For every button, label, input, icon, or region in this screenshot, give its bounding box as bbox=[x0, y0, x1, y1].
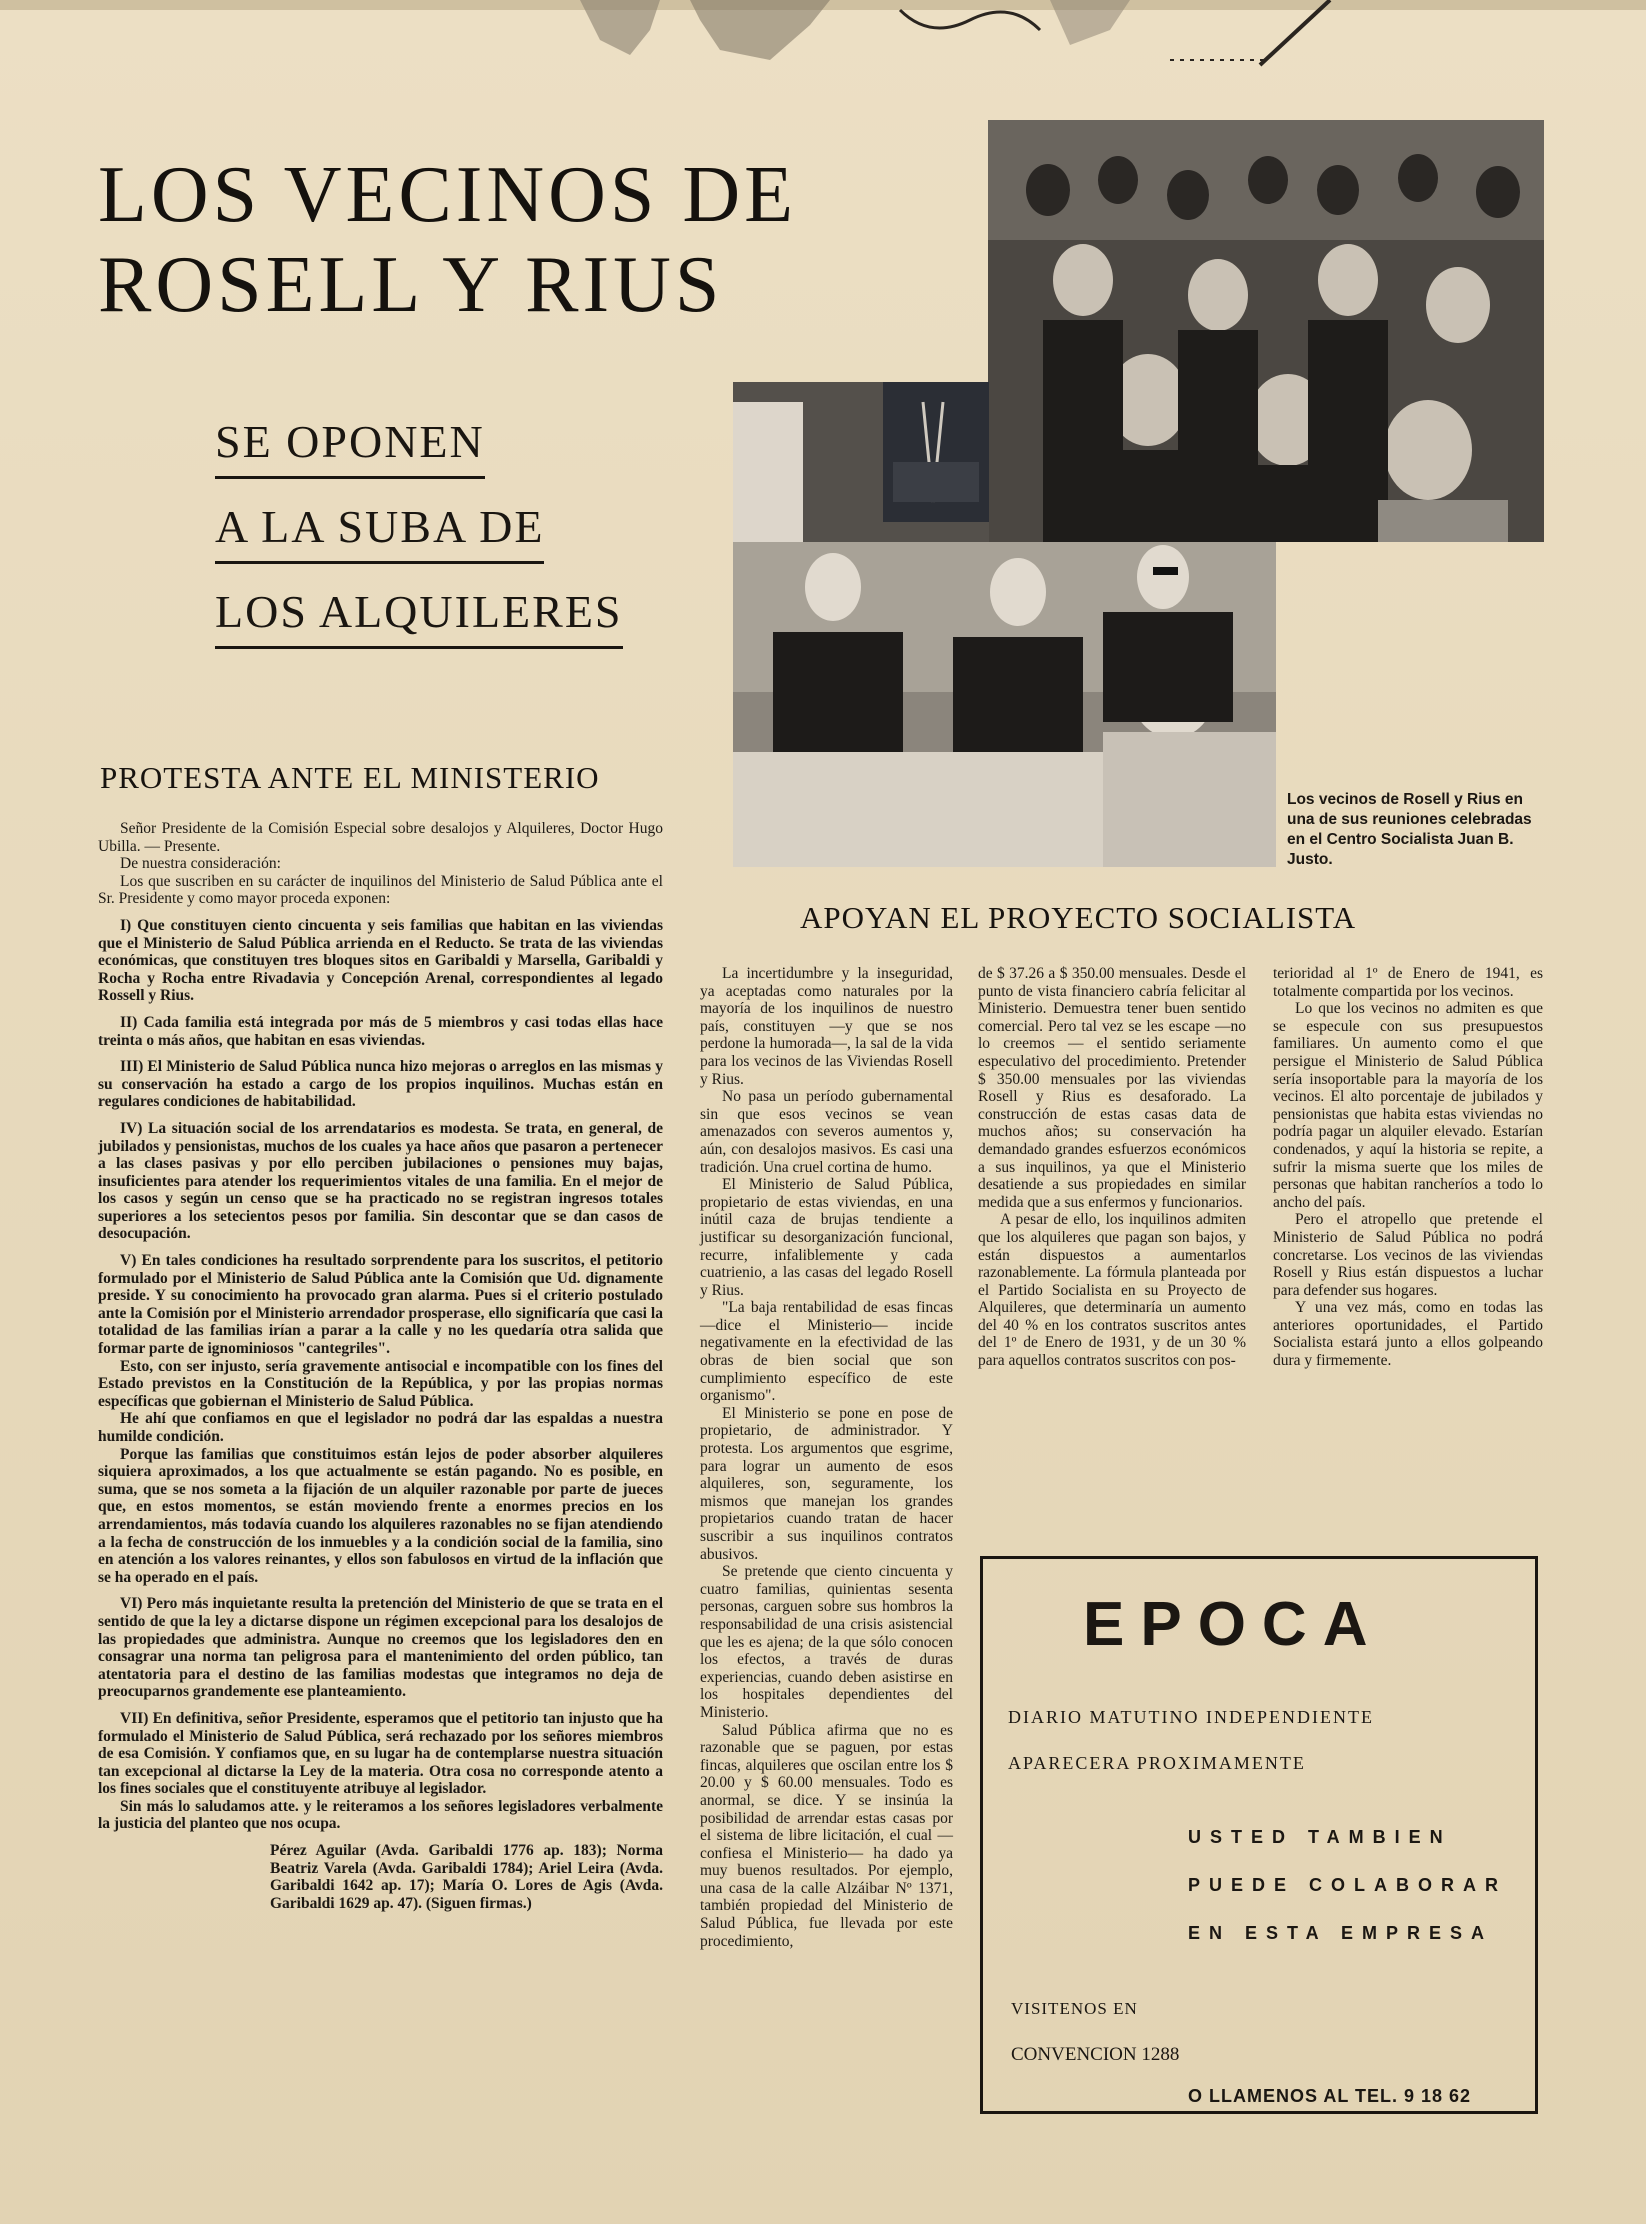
ad-address: CONVENCION 1288 bbox=[1011, 2044, 1180, 2065]
item-paragraph: I) Que constituyen ciento cincuenta y seis familias que habitan en las viviendas que el Ministerio de Salud Pública arrienda en el Reducto. Se trata de las viviendas económicas, que constituyen tres bloques sitos en Garibaldi y Marsella, Garibaldi y Rocha y Rocha entre Rivadavia y Concepción Arenal, correspondientes al legado Rossell y Rius. bbox=[98, 916, 663, 1005]
signatures: Pérez Aguilar (Avda. Garibaldi 1776 ap. 183); Norma Beatriz Varela (Avda. Garibaldi 1784); Ariel Leira (Avda. Garibaldi 1642 ap. 17); María O. Lores de Agis (Avda. Garibaldi 1629 ap. 47). (Siguen firmas.) bbox=[270, 1842, 663, 1912]
section-title-apoyan: APOYAN EL PROYECTO SOCIALISTA bbox=[800, 900, 1357, 935]
subheadline-line-3: LOS ALQUILERES bbox=[215, 585, 665, 649]
item-paragraph: II) Cada familia está integrada por más de 5 miembros y casi todas ellas hace treinta o más años, que habitan en esas viviendas. bbox=[98, 1013, 663, 1049]
item-paragraph: IV) La situación social de los arrendatarios es modesta. Se trata, en general, de jubilados y pensionistas, muchos de los cuales ya hace años que pasaron a pertenecer a las clases pasivas y por ello perciben jubilaciones o pensiones muy bajas, insuficientes para atender los requerimientos vitales de una familia. En el mejor de los casos y según un censo que se ha practicado no se registran ingresos totales superiores a los setecientos pesos por familia. Sin descontar que se dan casos de desocupación. bbox=[98, 1119, 663, 1243]
paragraph: terioridad al 1º de Enero de 1941, es totalmente compartida por los vecinos. bbox=[1273, 965, 1543, 1000]
ad-callout-1: USTED TAMBIEN bbox=[1188, 1827, 1452, 1847]
paragraph: Y una vez más, como en todas las anteriores oportunidades, el Partido Socialista estará junto a ellos golpeando dura y firmemente. bbox=[1273, 1299, 1543, 1370]
paragraph: Salud Pública afirma que no es razonable que se paguen, por estas fincas, alquileres que oscilan entre los $ 20.00 y $ 60.00 mensuales. Todo es anormal, se dice. Y se insinúa la posibilidad de arrendar estas casas por el sistema de libre licitación, el cual —confiesa el Ministerio— ha dado ya muy buenos resultados. Por ejemplo, una casa de la calle Alzáibar Nº 1371, también propiedad del Ministerio de Salud Pública, fue llevada por este procedimiento, bbox=[700, 1721, 953, 1950]
headline-line-1: LOS VECINOS DE bbox=[98, 151, 798, 239]
photo-wall-poster bbox=[733, 382, 989, 544]
photo-caption: Los vecinos de Rosell y Rius en una de sus reuniones celebradas en el Centro Socialista Juan B. Justo. bbox=[1287, 791, 1532, 868]
paragraph: Los que suscriben en su carácter de inquilinos del Ministerio de Salud Pública ante el Sr. Presidente y como mayor proceda exponen: bbox=[98, 872, 663, 908]
paragraph: No pasa un período gubernamental sin que esos vecinos se vean amenazados con severos aumentos y, aún, con desalojos masivos. Es casi una tradición. Una cruel cortina de humo. bbox=[700, 1088, 953, 1176]
paragraph: Se pretende que ciento cincuenta y cuatro familias, quinientas sesenta personas, carguen sobre sus hombros la responsabilidad de una crisis asistencial que les es ajena; de la que sólo conocen los efectos, a través de duras experiencias, cuando deben asistirse en los hospitales dependientes del Ministerio. bbox=[700, 1563, 953, 1721]
epoca-advertisement bbox=[980, 1556, 1538, 2114]
item-paragraph: III) El Ministerio de Salud Pública nunca hizo mejoras o arreglos en las mismas y su conservación ha estado a cargo de los propios inquilinos. Muchas están en regulares condiciones de habitabilidad. bbox=[98, 1058, 663, 1111]
paragraph: He ahí que confiamos en que el legislador no podrá dar las espaldas a nuestra humilde condición. bbox=[98, 1410, 663, 1445]
ad-phone: O LLAMENOS AL TEL. 9 18 62 bbox=[1188, 2086, 1472, 2106]
paragraph: Pero el atropello que pretende el Ministerio de Salud Pública no podrá concretarse. Los vecinos de las viviendas Rosell y Rius están dispuestos a luchar para defender sus hogares. bbox=[1273, 1211, 1543, 1299]
item-paragraph: VI) Pero más inquietante resulta la pretención del Ministerio de que se trata en el sentido de que la ley a dictarse dispone un régimen excepcional para los desalojos de las propiedades que administra. Aunque no creemos que los legisladores den en consagrar una norma tan peligrosa para el mantenimiento del orden público, tan atentatoria para el destino de las familias modestas que integramos no deja de preocuparnos grandemente ese planteamiento. bbox=[98, 1595, 663, 1701]
ad-callout-2: PUEDE COLABORAR bbox=[1188, 1875, 1508, 1895]
paragraph: "La baja rentabilidad de esas fincas —dice el Ministerio— incide negativamente en la efectividad de las obras de bien social que son cumplimiento específico de este organismo". bbox=[700, 1299, 953, 1405]
column-apoyan-1 bbox=[700, 965, 953, 1950]
column-protesta bbox=[98, 820, 663, 1912]
paragraph: El Ministerio de Salud Pública, propietario de estas viviendas, en una inútil caza de brujas tendiente a justificar su desorganización funcional, recurre, infaliblemente y cada cuatrienio, a las casas del legado Rosell y Rius. bbox=[700, 1176, 953, 1299]
ad-subtitle: DIARIO MATUTINO INDEPENDIENTE bbox=[1008, 1707, 1374, 1727]
paragraph: Lo que los vecinos no admiten es que se especule con sus presupuestos familiares. Un aumento como el que persigue el Ministerio de Salud Pública sería insoportable para la mayoría de los vecinos. El alto porcentaje de jubilados y pensionistas que habita estas viviendas no podría pagar un alquiler elevado. Estarían condenados, y aquí la historia se repite, a sufrir la misma suerte que los miles de personas que habitan rancheríos a todo lo ancho del país. bbox=[1273, 1000, 1543, 1211]
subheadline-line-2: A LA SUBA DE bbox=[215, 500, 665, 564]
subheadline-line-1: SE OPONEN bbox=[215, 415, 665, 479]
photo-speakers-table bbox=[733, 542, 1276, 867]
column-apoyan-2 bbox=[978, 965, 1246, 1370]
paper-damage-stain bbox=[570, 0, 1370, 70]
paragraph: Porque las familias que constituimos están lejos de poder absorber alquileres siquiera aproximados, a los que actualmente se están pagando. No es posible, en suma, que se nos someta a la fijación de un alquiler razonable por parte de jueces que, en estos momentos, se están moviendo frente a enormes precios en los arrendamientos, más todavía cuando los alquileres razonables no se fijan atendiendo a la fecha de construcción de los inmuebles y a la condición social de la familia, sino en atención a los valores reinantes, y ellos son fabulosos en virtud de la inflación que se ha operado en el país. bbox=[98, 1445, 663, 1586]
paragraph: De nuestra consideración: bbox=[120, 855, 281, 873]
headline-line-2: ROSELL Y RIUS bbox=[98, 241, 724, 329]
paragraph: La incertidumbre y la inseguridad, ya aceptadas como naturales por la mayoría de los inquilinos de nuestro país, constituyen —y que se nos perdone la humorada—, la sal de la vida para los vecinos de las Viviendas Rosell y Rius. bbox=[700, 965, 953, 1088]
ad-callout-3: EN ESTA EMPRESA bbox=[1188, 1923, 1494, 1943]
ad-visit: VISITENOS EN bbox=[1011, 1999, 1138, 2018]
headline bbox=[98, 150, 838, 330]
ad-title: EPOCA bbox=[1083, 1590, 1384, 1659]
paragraph: Sin más lo saludamos atte. y le reiteramos a los señores legisladores verbalmente la justicia del planteo que nos ocupa. bbox=[98, 1797, 663, 1833]
paragraph: El Ministerio se pone en pose de propietario, de administrador. Y protesta. Los argumentos que esgrime, para lograr un aumento de esos alquileres, son, seguramente, los mismos que manejan los grandes propietarios cuando tratan de hacer suscribir a sus inquilinos contratos abusivos. bbox=[700, 1404, 953, 1563]
column-apoyan-3 bbox=[1273, 965, 1543, 1370]
paragraph: Señor Presidente de la Comisión Especial sobre desalojos y Alquileres, Doctor Hugo Ubilla. — Presente. bbox=[98, 820, 663, 855]
section-title-protesta: PROTESTA ANTE EL MINISTERIO bbox=[100, 760, 600, 795]
ad-announcement: APARECERA PROXIMAMENTE bbox=[1008, 1753, 1306, 1773]
photo-meeting-audience bbox=[988, 120, 1544, 542]
item-paragraph: VII) En definitiva, señor Presidente, esperamos que el petitorio tan injusto que ha formulado el Ministerio de Salud Pública, será rechazado por los señores miembros de esa Comisión. Y confiamos que, en su lugar ha de contemplarse nuestra situación tan excepcional al dictarse la Ley de la materia. Otra cosa no corresponde atento a los fines sociales que el constituyente atribuye al legislador. bbox=[98, 1709, 663, 1798]
paragraph: de $ 37.26 a $ 350.00 mensuales. Desde el punto de vista financiero cabría felicitar al Ministerio. Demuestra tener buen sentido comercial. Pero tal vez se les escape —no lo creemos — el sentido seriamente especulativo del procedimiento. Pretender $ 350.00 mensuales por las viviendas Rosell y Rius es desaforado. La construcción de estas casas data de muchos años; su conservación ha demandado grandes esfuerzos económicos a sus inquilinos, ya que el Ministerio desatiende a sus propiedades en similar medida que a sus enfermos y funcionarios. bbox=[978, 965, 1246, 1211]
item-paragraph: V) En tales condiciones ha resultado sorprendente para los suscritos, el petitorio formulado por el Ministerio de Salud Pública ante la Comisión que Ud. dignamente preside. Y su conocimiento ha provocado gran alarma. Pues si el criterio postulado ante la Comisión por el Ministerio arrendador prosperase, ello significaría que casi la totalidad de las familias irían a parar a la calle y no les quedaría otra salida que formar parte de ignominiosos "cantegriles". bbox=[98, 1252, 663, 1358]
paragraph: Esto, con ser injusto, sería gravemente antisocial e incompatible con los fines del Estado previstos en la Constitución de la República, y por las propias normas específicas que gobiernan el Ministerio de Salud Pública. bbox=[98, 1357, 663, 1410]
paragraph: A pesar de ello, los inquilinos admiten que los alquileres que pagan son bajos, y están dispuestos a aumentarlos razonablemente. La fórmula planteada por el Partido Socialista en su Proyecto de Alquileres, que determinaría un aumento del 40 % en los contratos suscritos antes del 1º de Enero de 1931, y de un 30 % para aquellos contratos suscritos con pos- bbox=[978, 1211, 1246, 1370]
